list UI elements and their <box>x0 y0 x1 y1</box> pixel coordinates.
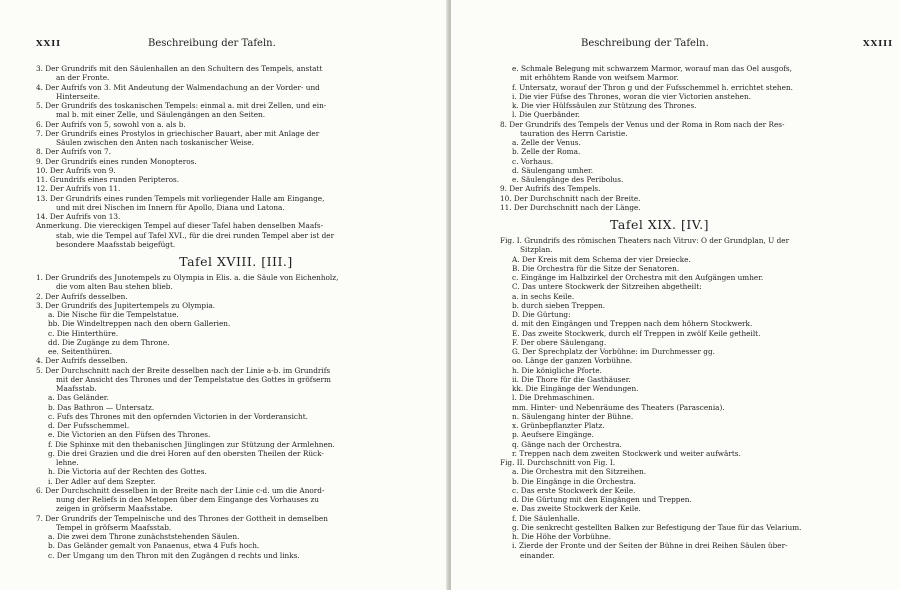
text-line: f. Die Sphinxe mit den thebanischen Jünglingen zur Stützung der Armlehnen. <box>48 439 335 449</box>
text-line: l. Die Querbänder. <box>512 110 580 120</box>
text-line: c. Vorhaus. <box>512 156 554 166</box>
text-line: Fig. II. Durchschnitt von Fig. I. <box>500 458 616 467</box>
right-page <box>451 0 900 590</box>
text-line: und mit drei Nischen im Innern für Apollo, Diana und Latona. <box>56 202 285 212</box>
text-line: Fig. I. Grundrifs des römischen Theaters nach Vitruv: O der Grundplan, U der <box>500 236 790 245</box>
text-line: Anmerkung. Die viereckigen Tempel auf dieser Tafel haben denselben Maafs- <box>36 221 324 231</box>
text-line: E. Das zweite Stockwerk, durch elf Treppen in zwölf Keile getheilt. <box>512 328 761 338</box>
text-line: i. Die vier Füfse des Thrones, woran die vier Victorien anstehen. <box>512 91 751 101</box>
text-line: 10. Der Durchschnitt nach der Breite. <box>500 193 641 203</box>
text-line: besondere Maafsstab beigefügt. <box>56 239 176 249</box>
text-line: D. Die Gürtung: <box>512 310 571 319</box>
text-line: q. Gänge nach der Orchestra. <box>512 439 622 449</box>
text-line: 9. Der Grundrifs eines runden Monopteros. <box>36 156 197 166</box>
text-line: C. Das untere Stockwerk der Sitzreihen abgetheilt: <box>512 282 702 292</box>
text-line: d. Säulengang umher. <box>512 165 594 175</box>
text-line: 13. Der Grundrifs eines runden Tempels mit vorliegender Halle am Eingange, <box>36 193 325 203</box>
plate-heading-xviii: Tafel XVIII. [III.] <box>179 254 293 269</box>
text-line: i. Zierde der Fronte und der Seiten der Bühne in drei Reihen Säulen über- <box>512 541 788 551</box>
text-line: i. Der Adler auf dem Szepter. <box>48 476 156 486</box>
text-line: mit der Ansicht des Thrones und der Tempelstatue des Gottes in gröfserm <box>56 374 331 384</box>
text-line: b. Das Geländer gemalt von Panaenus, etwa 4 Fufs hoch. <box>48 541 260 551</box>
text-line: g. Die drei Grazien und die drei Horen auf den obersten Theilen der Rück- <box>48 448 324 458</box>
text-line: h. Die Höhe der Vorbühne. <box>512 532 611 541</box>
text-line: 5. Der Grundrifs des toskanischen Tempels: einmal a. mit drei Zellen, und ein- <box>36 101 327 110</box>
text-line: a. Die zwei dem Throne zunächststehenden Säulen. <box>48 532 240 541</box>
text-line: e. Das zweite Stockwerk der Keile. <box>512 504 641 514</box>
text-line: a. Die Nische für die Tempelstatue. <box>48 310 179 319</box>
text-line: b. durch sieben Treppen. <box>512 300 606 310</box>
text-line: 7. Der Grundrifs der Tempelnische und des Thrones der Gottheit in demselben <box>36 513 328 523</box>
text-line: c. Der Umgang um den Thron mit den Zugängen d rechts und links. <box>48 550 300 560</box>
text-line: c. Die Hinterthüre. <box>48 328 119 338</box>
text-line: g. Die senkrecht gestellten Balken zur Befestigung der Taue für das Velarium. <box>512 522 802 532</box>
text-line: einander. <box>520 550 555 560</box>
text-line: 8. Der Grundrifs des Tempels der Venus und der Roma in Rom nach der Res- <box>500 119 785 129</box>
text-line: a. Zelle der Venus. <box>512 138 581 147</box>
text-line: F. Der obere Säulengang. <box>512 337 607 347</box>
text-line: Sitzplan. <box>520 245 553 255</box>
text-line: 11. Grundrifs eines runden Peripteros. <box>36 175 180 184</box>
text-line: B. Die Orchestra für die Sitze der Senatoren. <box>512 263 680 273</box>
text-line: c. Das erste Stockwerk der Keile. <box>512 485 636 495</box>
text-line: d. mit den Eingängen und Treppen nach dem höhern Stockwerk. <box>512 319 753 329</box>
text-line: h. Die Victoria auf der Rechten des Gottes. <box>48 467 207 477</box>
text-line: 6. Der Aufrifs von 5, sowohl von a. als b. <box>36 119 186 129</box>
text-line: 4. Der Aufrifs desselben. <box>36 356 128 366</box>
text-line: A. Der Kreis mit dem Schema der vier Dreiecke. <box>512 254 691 264</box>
right-page-number: XXIII <box>863 39 894 49</box>
text-line: e. Säulengänge des Peribolus. <box>512 175 624 184</box>
text-line: a. Die Orchestra mit den Sitzreihen. <box>512 467 647 477</box>
left-lines-a <box>36 64 436 249</box>
text-line: b. Zelle der Roma. <box>512 147 581 157</box>
text-line: nung der Reliefs in den Metopen über dem Eingange des Vorhauses zu <box>56 495 320 504</box>
text-line: 4. Der Aufrifs von 3. Mit Andeutung der Walmendachung an der Vorder- und <box>36 82 320 92</box>
text-line: mit erhöhtem Rande von weifsem Marmor. <box>520 73 679 83</box>
text-line: mm. Hinter- und Nebenräume des Theaters (Parascenia). <box>512 402 725 412</box>
text-line: zeigen in gröfserm Maafsstabe. <box>56 504 173 514</box>
text-line: 7. Der Grundrifs eines Prostylos in griechischer Bauart, aber mit Anlage der <box>36 128 320 138</box>
text-line: 1. Der Grundrifs des Junotempels zu Olympia in Elis. a. die Säule von Eichenholz, <box>36 273 339 282</box>
left-page <box>0 0 449 590</box>
text-line: 12. Der Aufrifs von 11. <box>36 184 121 194</box>
text-line: n. Säulengang hinter der Bühne. <box>512 411 634 421</box>
text-line: 6. Der Durchschnitt desselben in der Breite nach der Linie c-d. um die Anord- <box>36 485 325 495</box>
text-line: 5. Der Durchschnitt nach der Breite desselben nach der Linie a-b. im Grundrifs <box>36 365 331 375</box>
right-lines-b <box>500 236 888 560</box>
right-running-title: Beschreibung der Tafeln. <box>581 38 709 49</box>
text-line: ii. Die Thore für die Gasthäuser. <box>512 374 631 384</box>
left-running-title: Beschreibung der Tafeln. <box>148 38 276 49</box>
text-line: f. Untersatz, worauf der Thron g und der Fufsschemmel h. errichtet stehen. <box>512 82 793 92</box>
text-line: 11. Der Durchschnitt nach der Länge. <box>500 202 641 212</box>
text-line: b. Das Bathron — Untersatz. <box>48 402 155 412</box>
text-line: x. Grünbepflanzter Platz. <box>512 421 605 430</box>
text-line: Maafsstab. <box>56 384 97 393</box>
text-line: r. Treppen nach dem zweiten Stockwerk und weiter aufwärts. <box>512 448 741 458</box>
text-line: lehne. <box>56 458 79 467</box>
text-line: 3. Der Grundrifs des Jupitertempels zu Olympia. <box>36 300 216 310</box>
text-line: stab, wie die Tempel auf Tafel XVI., für die drei runden Tempel aber ist der <box>56 230 335 240</box>
text-line: 2. Der Aufrifs desselben. <box>36 291 128 301</box>
text-line: ee. Seitenthüren. <box>48 347 113 356</box>
text-line: 10. Der Aufrifs von 9. <box>36 165 116 175</box>
left-lines-b <box>36 273 436 560</box>
text-line: b. Die Eingänge in die Orchestra. <box>512 476 636 486</box>
text-line: a. Das Geländer. <box>48 393 109 403</box>
text-line: 14. Der Aufrifs von 13. <box>36 212 121 221</box>
plate-heading-xix: Tafel XIX. [IV.] <box>610 217 710 232</box>
text-line: 9. Der Aufrifs des Tempels. <box>500 184 601 194</box>
text-line: bb. Die Windeltreppen nach den obern Gallerien. <box>48 319 231 329</box>
text-line: l. Die Drehmaschinen. <box>512 393 595 403</box>
left-page-body <box>36 64 436 560</box>
text-line: d. Der Fufsschemmel. <box>48 421 130 430</box>
text-line: e. Schmale Belegung mit schwarzem Marmor, worauf man das Oel ausgofs, <box>512 64 792 73</box>
text-line: Hinterseite. <box>56 91 101 101</box>
right-lines-a <box>500 64 888 212</box>
text-line: Tempel in gröfserm Maafsstab. <box>56 522 172 532</box>
text-line: k. Die vier Hülfssäulen zur Stützung des Thrones. <box>512 101 697 110</box>
text-line: oo. Länge der ganzen Vorbühne. <box>512 356 633 366</box>
text-line: G. Der Sprechplatz der Vorbühne: im Durchmesser gg. <box>512 347 715 356</box>
text-line: c. Fufs des Thrones mit den opfernden Victorien in der Vorderansicht. <box>48 411 308 421</box>
text-line: Säulen zwischen den Anten nach toskanischer Weise. <box>56 138 254 147</box>
text-line: a. in sechs Keile. <box>512 291 575 301</box>
left-page-number: XXII <box>36 39 62 49</box>
text-line: dd. Die Zugänge zu dem Throne. <box>48 337 170 347</box>
right-page-body <box>500 64 888 560</box>
text-line: mal b. mit einer Zelle, und Säulengängen an den Seiten. <box>56 110 266 120</box>
text-line: an der Fronte. <box>56 73 110 83</box>
text-line: 8. Der Aufrifs von 7. <box>36 147 112 157</box>
text-line: p. Aeufsere Eingänge. <box>512 430 594 440</box>
text-line: c. Eingänge im Halbzirkel der Orchestra mit den Aufgängen umher. <box>512 273 764 282</box>
text-line: 3. Der Grundrifs mit den Säulenhallen an den Schultern des Tempels, anstatt <box>36 64 323 73</box>
text-line: f. Die Säulenhalle. <box>512 513 580 523</box>
text-line: h. Die königliche Pforte. <box>512 365 602 375</box>
text-line: kk. Die Eingänge der Wendungen. <box>512 384 639 393</box>
text-line: tauration des Herrn Caristie. <box>520 128 628 138</box>
text-line: d. Die Gürtung mit den Eingängen und Treppen. <box>512 495 692 504</box>
text-line: e. Die Victorien an den Füfsen des Thrones. <box>48 430 211 440</box>
text-line: die vom alten Bau stehen blieb. <box>56 282 173 292</box>
